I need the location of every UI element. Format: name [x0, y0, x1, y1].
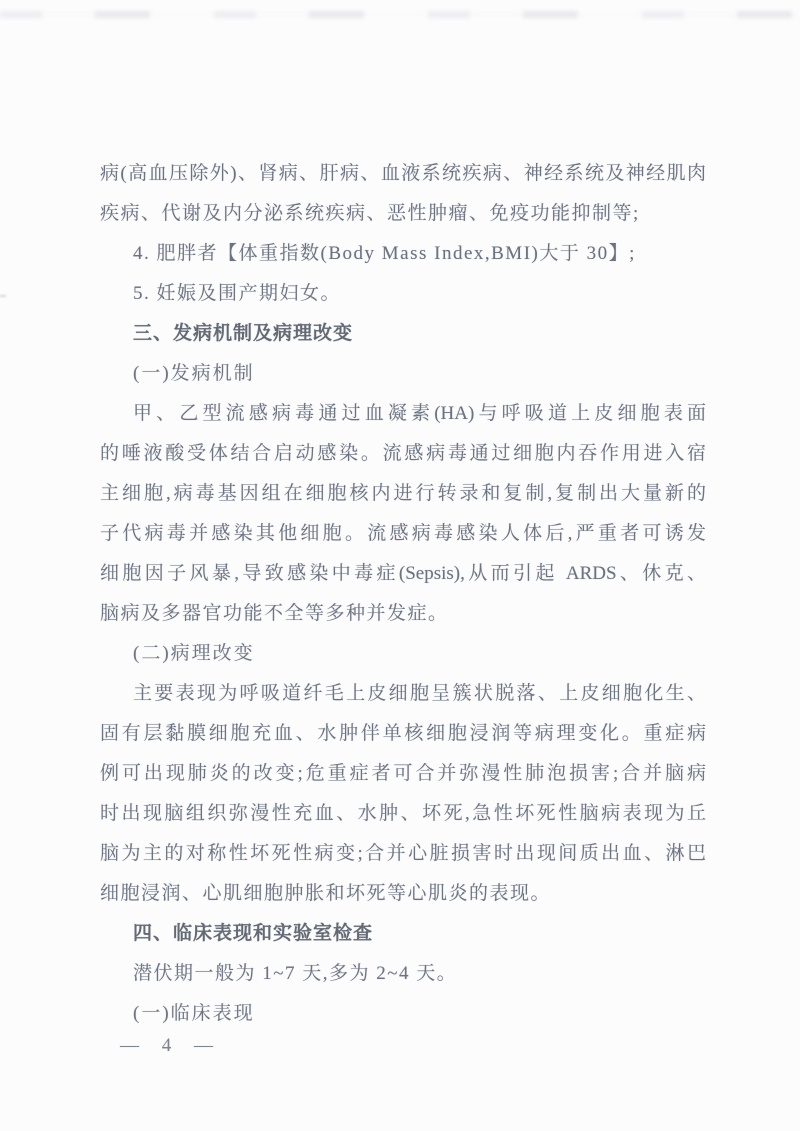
scan-smudge-artifact — [0, 11, 800, 18]
text-line: 甲、乙型流感病毒通过血凝素(HA)与呼吸道上皮细胞表面 — [133, 403, 706, 424]
text-line: 时出现脑组织弥漫性充血、水肿、坏死,急性坏死性脑病表现为丘 — [100, 803, 706, 824]
text-line: 固有层黏膜细胞充血、水肿伴单核细胞浸润等病理变化。重症病 — [100, 723, 706, 744]
text-line: 脑为主的对称性坏死性病变;合并心脏损害时出现间质出血、淋巴 — [100, 843, 706, 864]
text-line: 子代病毒并感染其他细胞。流感病毒感染人体后,严重者可诱发 — [100, 523, 706, 544]
list-item: 5. 妊娠及围产期妇女。 — [133, 283, 342, 304]
text-line: 的唾液酸受体结合启动感染。流感病毒通过细胞内吞作用进入宿 — [100, 443, 706, 464]
section-heading: 三、发病机制及病理改变 — [133, 323, 354, 344]
text-line: 潜伏期一般为 1~7 天,多为 2~4 天。 — [133, 963, 458, 984]
text-line: 疾病、代谢及内分泌系统疾病、恶性肿瘤、免疫功能抑制等; — [100, 203, 640, 224]
list-item: 4. 肥胖者【体重指数(Body Mass Index,BMI)大于 30】; — [133, 243, 636, 264]
text-line: 病(高血压除外)、肾病、肝病、血液系统疾病、神经系统及神经肌肉 — [100, 163, 706, 184]
scan-edge-artifact — [0, 295, 6, 297]
page-number: — 4 — — [120, 1035, 220, 1056]
subsection-heading: (二)病理改变 — [133, 643, 255, 664]
subsection-heading: (一)临床表现 — [133, 1003, 255, 1024]
text-line: 主细胞,病毒基因组在细胞核内进行转录和复制,复制出大量新的 — [100, 483, 706, 504]
text-line: 细胞因子风暴,导致感染中毒症(Sepsis),从而引起 ARDS、休克、 — [100, 563, 706, 584]
document-body — [100, 154, 706, 1034]
section-heading: 四、临床表现和实验室检查 — [133, 923, 374, 944]
text-line: 主要表现为呼吸道纤毛上皮细胞呈簇状脱落、上皮细胞化生、 — [133, 683, 706, 704]
subsection-heading: (一)发病机制 — [133, 363, 255, 384]
text-line: 细胞浸润、心肌细胞肿胀和坏死等心肌炎的表现。 — [100, 883, 552, 904]
text-line: 脑病及多器官功能不全等多种并发症。 — [100, 603, 449, 624]
text-line: 例可出现肺炎的改变;危重症者可合并弥漫性肺泡损害;合并脑病 — [100, 763, 706, 784]
